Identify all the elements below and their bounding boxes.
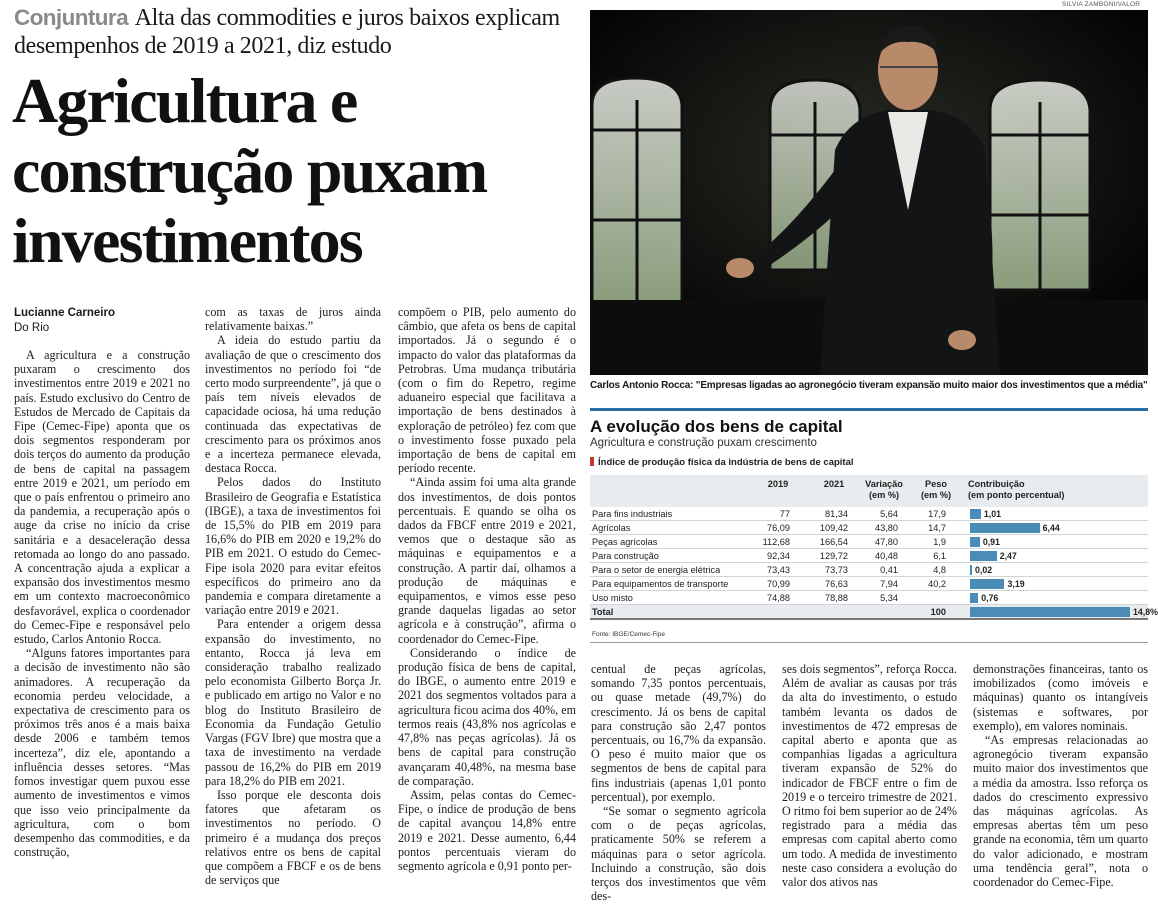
headline bbox=[12, 66, 592, 276]
paragraph: Isso porque ele desconta dois fatores que afetaram os investimentos no período. O primeiro é a mudança dos preços relativos entre os bens de capital que compõem a FBCF e os de bens de serviços que bbox=[205, 787, 381, 888]
cell-2021: 73,73 bbox=[825, 565, 848, 575]
author-location: Do Rio bbox=[14, 322, 50, 334]
table-row bbox=[590, 521, 1148, 535]
bar-value-label: 0,02 bbox=[975, 565, 993, 575]
cell-weight: 6,1 bbox=[933, 551, 946, 561]
contribution-line-2: (em ponto percentual) bbox=[968, 490, 1065, 500]
cell-2019: 92,34 bbox=[767, 551, 790, 561]
author-name: Lucianne Carneiro bbox=[14, 307, 115, 319]
weight-line-2: (em %) bbox=[920, 490, 952, 500]
row-label: Uso misto bbox=[592, 593, 633, 603]
cell-2021: 166,54 bbox=[819, 537, 848, 547]
article-column-3 bbox=[398, 305, 576, 873]
paragraph: “As empresas relacionadas ao agronegócio tiveram expansão muito maior dos investimentos que a média da amostra. Isso reforça os dados do crescimento expressivo das máquinas agrícolas. As empresas abertas têm um peso grande na economia, têm um quarto do valor adicionado, e mostram uma tendência geral”, nota o coordenador do Cemec-Fipe. bbox=[973, 733, 1148, 890]
paragraph: “Se somar o segmento agrícola com o de peças agrícolas, praticamente 50% se referem a máquinas para o setor agrícola. Incluindo a construção, são dois terços dos investimentos que vêm des- bbox=[591, 804, 766, 904]
cell-2019: 76,09 bbox=[767, 523, 790, 533]
contribution-bar bbox=[970, 565, 972, 575]
row-label: Agrícolas bbox=[592, 523, 631, 533]
row-label: Peças agrícolas bbox=[592, 537, 658, 547]
article-column-5 bbox=[782, 662, 957, 908]
total-label: Total bbox=[592, 607, 614, 617]
row-label: Para equipamentos de transporte bbox=[592, 579, 729, 589]
subheadline: Alta das commodities e juros baixos explicam desempenhos de 2019 a 2021, diz estudo bbox=[14, 5, 560, 59]
contribution-bar bbox=[970, 523, 1040, 533]
byline bbox=[14, 306, 115, 336]
infobox-index-label bbox=[590, 457, 854, 468]
section-label: Conjuntura bbox=[14, 5, 128, 30]
cell-variation: 40,48 bbox=[875, 551, 898, 561]
cell-variation: 47,80 bbox=[875, 537, 898, 547]
bar-value-label: 2,47 bbox=[999, 551, 1017, 561]
contribution-bar bbox=[970, 509, 981, 519]
contribution-bar bbox=[970, 593, 978, 603]
cell-2021: 78,88 bbox=[825, 593, 848, 603]
photo-caption: Carlos Antonio Rocca: "Empresas ligadas ao agronegócio tiveram expansão muito maior dos investimentos que a média" bbox=[590, 380, 1148, 391]
red-marker-icon bbox=[590, 457, 594, 466]
paragraph: “Ainda assim foi uma alta grande dos investimentos, de dois pontos percentuais. E quando se olha os dados da FBCF entre 2019 e 2021, vemos que o destaque são as máquinas e equipamentos e a construção. A partir daí, olhamos a produção de máquinas e equipamentos, e vimos esse peso grande daquelas ligadas ao setor agrícola e à construção”, afirma o coordenador do Cemec-Fipe. bbox=[398, 475, 576, 646]
cell-2021: 109,42 bbox=[819, 523, 848, 533]
col-header-variation bbox=[858, 479, 910, 501]
cell-2021: 76,63 bbox=[825, 579, 848, 589]
weight-line-1: Peso bbox=[925, 479, 947, 489]
cell-2019: 74,88 bbox=[767, 593, 790, 603]
cell-2019: 70,99 bbox=[767, 579, 790, 589]
portrait-illustration bbox=[590, 10, 1148, 375]
cell-weight: 4,8 bbox=[933, 565, 946, 575]
bar-value-label: 6,44 bbox=[1042, 523, 1060, 533]
paragraph: Assim, pelas contas do Cemec-Fipe, o índice de produção de bens de capital avançou 14,8% entre 2019 e 2021. Desse aumento, 6,44 pontos percentuais vieram do segmento agrícola e 0,91 ponto per- bbox=[398, 787, 576, 873]
article-column-2 bbox=[205, 305, 381, 908]
cell-variation: 0,41 bbox=[880, 565, 898, 575]
capital-goods-table bbox=[590, 475, 1158, 620]
paragraph: Pelos dados do Instituto Brasileiro de Geografia e Estatística (IBGE), a taxa de investimentos foi de 15,5% do PIB em 2019 para 16,6% do PIB em 2020 e 19,2% do PIB em 2021. O estudo do Cemec-Fipe isola 2020 para evitar efeitos específicos do primeiro ano da pandemia e compara diretamente a variação entre 2019 e 2021. bbox=[205, 475, 381, 618]
variation-line-2: (em %) bbox=[868, 490, 900, 500]
paragraph: compõem o PIB, pelo aumento do câmbio, que afeta os bens de capital importados. Já o segundo é o impacto do valor das plataformas da Petrobras. Uma mudança tributária (com o fim do Repetro, regime aduaneiro especial que facilitava a importação de bens destinados à exploração de petróleo) fez com que o investimento fosse puxado pela importação de bens de capital em período recente. bbox=[398, 305, 576, 476]
col-header-weight bbox=[915, 479, 957, 501]
index-label-text: Índice de produção física da indústria de bens de capital bbox=[598, 457, 854, 468]
cell-variation: 43,80 bbox=[875, 523, 898, 533]
infobox-top-rule bbox=[590, 408, 1148, 411]
contribution-bar-total bbox=[970, 607, 1130, 617]
bar-value-label: 0,91 bbox=[982, 537, 1000, 547]
table-row bbox=[590, 563, 1148, 577]
cell-2019: 112,68 bbox=[762, 537, 790, 547]
article-column-4 bbox=[591, 662, 766, 908]
paragraph: “Alguns fatores importantes para a decisão de investimento não são animadores. A recuperação da economia perdeu velocidade, a expectativa de crescimento para os próximos três anos é a mais baixa desde 2006 e também temos incerteza”, diz ele, apontando a influência desses setores. “Mas fomos investigar quem puxou esse aumento de investimentos e vimos que isso veio principalmente da agricultura, com o bom desempenho das commodities, e da construção, bbox=[14, 646, 190, 860]
portrait-photo bbox=[590, 10, 1148, 375]
infobox-bottom-rule bbox=[590, 642, 1148, 643]
row-label: Para o setor de energia elétrica bbox=[592, 565, 721, 575]
table-row bbox=[590, 535, 1148, 549]
paragraph: A ideia do estudo partiu da avaliação de que o crescimento dos investimentos no período foi “de certo modo surpreendente”, já que o país tem níveis elevados de capacidade ociosa, há uma redução continuada das expectativas de crescimento para os próximos anos e a incerteza permanece elevada, destaca Rocca. bbox=[205, 333, 381, 476]
paragraph: demonstrações financeiras, tanto os imobilizados (como imóveis e máquinas) quanto os intangíveis (sistemas e softwares, por exemplo), em valores nominais. bbox=[973, 662, 1148, 733]
variation-line-1: Variação bbox=[865, 479, 903, 489]
cell-weight: 1,9 bbox=[933, 537, 946, 547]
contribution-bar bbox=[970, 537, 980, 547]
cell-weight: 40,2 bbox=[928, 579, 946, 589]
bar-value-label: 1,01 bbox=[983, 509, 1002, 519]
cell-variation: 7,94 bbox=[880, 579, 898, 589]
article-column-1 bbox=[14, 348, 190, 908]
table-row bbox=[590, 577, 1148, 591]
row-label: Para fins industriais bbox=[592, 509, 673, 519]
table-row bbox=[590, 549, 1148, 563]
col-header-2021: 2021 bbox=[823, 479, 845, 489]
cell-weight: 17,9 bbox=[928, 509, 946, 519]
cell-2019: 73,43 bbox=[767, 565, 790, 575]
contribution-line-1: Contribuição bbox=[968, 479, 1025, 489]
infobox-source: Fonte: IBGE/Cemec-Fipe bbox=[592, 631, 665, 638]
contribution-bar bbox=[970, 579, 1004, 589]
paragraph: ses dois segmentos”, reforça Rocca. Além de avaliar as causas por trás da alta do investimento, o estudo também levanta os dados de investimentos de 472 empresas de capital aberto e aponta que as companhias ligadas a agricultura tiveram expansão de 52% do indicador de FBCF entre o fim de 2019 e o terceiro trimestre de 2021. O ritmo foi bem superior ao de 24% registrado para a média das empresas com capital aberto como um todo. A medida de investimento neste caso considera a evolução do valor dos ativos nas bbox=[782, 662, 957, 890]
article-kicker bbox=[14, 4, 584, 60]
contribution-bar bbox=[970, 551, 997, 561]
col-header-2019: 2019 bbox=[767, 479, 789, 489]
total-contribution-label: 14,8% bbox=[1133, 607, 1158, 617]
cell-2021: 81,34 bbox=[825, 509, 848, 519]
cell-weight: 14,7 bbox=[928, 523, 946, 533]
infobox-subtitle: Agricultura e construção puxam crescimento bbox=[590, 437, 817, 449]
table-total-row bbox=[590, 605, 1158, 620]
cell-variation: 5,64 bbox=[880, 509, 898, 519]
cell-2021: 129,72 bbox=[819, 551, 848, 561]
table-body bbox=[590, 507, 1158, 620]
headline-line-2: construção puxam bbox=[12, 135, 487, 206]
article-column-6 bbox=[973, 662, 1148, 908]
photo-credit: SILVIA ZAMBONI/VALOR bbox=[1062, 1, 1141, 8]
paragraph: com as taxas de juros ainda relativamente baixas.” bbox=[205, 305, 381, 334]
cell-2019: 77 bbox=[779, 509, 790, 519]
infobox-title: A evolução dos bens de capital bbox=[590, 417, 843, 436]
table-header bbox=[590, 475, 1148, 507]
headline-line-1: Agricultura e bbox=[12, 65, 357, 136]
table-row bbox=[590, 591, 1148, 605]
cell-variation: 5,34 bbox=[880, 593, 898, 603]
table-row bbox=[590, 507, 1148, 521]
paragraph: Para entender a origem dessa expansão do investimento, no entanto, Rocca já leva em consideração trabalho realizado pelo economista Gilberto Borça Jr. e publicado em artigo no Valor e no blog do Instituto Brasileiro de Economia da Fundação Getulio Vargas (FGV Ibre) que mostra que a taxa de investimento na verdade passou de 16,2% do PIB em 2019 para 18,2% do PIB em 2021. bbox=[205, 617, 381, 788]
row-label: Para construção bbox=[592, 551, 659, 561]
bar-value-label: 0,76 bbox=[981, 593, 999, 603]
paragraph: centual de peças agrícolas, somando 7,35 pontos percentuais, ou quase metade (49,7%) do crescimento. Já os bens de capital para construção são 2,47 pontos percentuais, ou 16,7% da expansão. O peso é muito maior que os segmentos de bens de capital para fins industriais (apenas 1,01 ponto percentual), por exemplo. bbox=[591, 662, 766, 804]
paragraph: A agricultura e a construção puxaram o crescimento dos investimentos entre 2019 e 2021 no país. Estudo exclusivo do Centro de Estudos de Mercado de Capitais da Fipe (Cemec-Fipe) aponta que os dois segmentos responderam por dois terços do aumento da produção de bens de capital na passagem entre 2019 e 2021, um período em que o país enfrentou o primeiro ano da pandemia, a recuperação após o auge da crise no início da crise sanitária e a desaceleração dessa retomada ao longo do ano passado. A concentração ajuda a explicar a expansão dos investimentos mesmo em um contexto macroeconômico desfavorável, explica o coordenador do Cemec-Fipe e responsável pelo estudo, Carlos Antonio Rocca. bbox=[14, 348, 190, 647]
headline-line-3: investimentos bbox=[12, 205, 362, 276]
bar-value-label: 3,19 bbox=[1007, 579, 1025, 589]
paragraph: Considerando o índice de produção física de bens de capital, do IBGE, o aumento entre 2019 e 2021 dos segmentos voltados para a agricultura ficou acima dos 40%, em termos reais (43,8% nos agrícolas e 47,8% nas peças agrícolas). Já os bens de capital para construção avançaram 40,48%, na mesma base de comparação. bbox=[398, 645, 576, 788]
total-weight: 100 bbox=[930, 607, 946, 617]
col-header-contribution bbox=[968, 479, 1128, 501]
